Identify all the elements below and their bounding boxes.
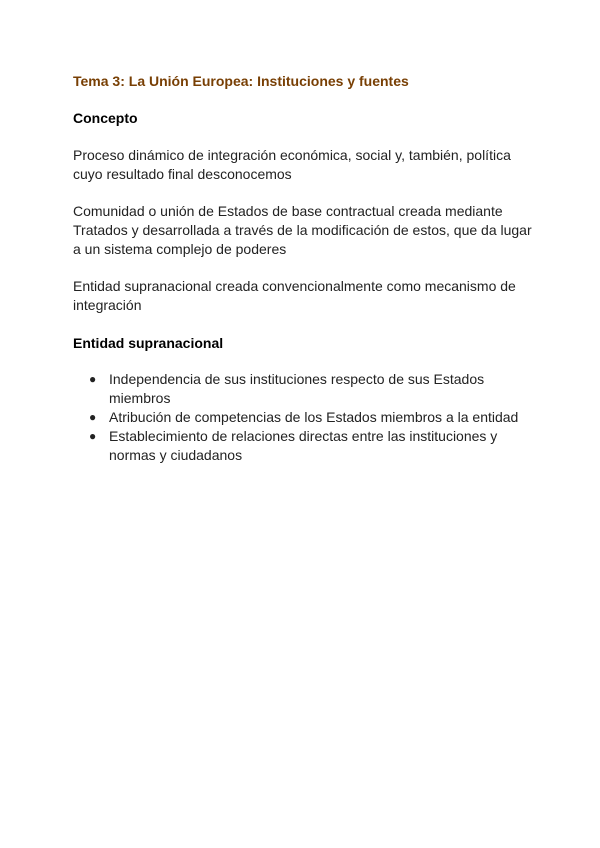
document-page — [73, 71, 533, 465]
document-title: Tema 3: La Unión Europea: Instituciones y fuentes — [73, 73, 409, 89]
concepto-paragraph-3: Entidad supranacional creada convencionalmente como mecanismo de integración — [73, 278, 516, 313]
list-item-text: Establecimiento de relaciones directas entre las instituciones y normas y ciudadanos — [109, 428, 498, 463]
entidad-supranacional-list — [73, 370, 533, 465]
bullet-icon: ● — [89, 372, 97, 386]
list-item — [73, 408, 533, 427]
bullet-icon: ● — [89, 429, 97, 443]
section-heading-concepto: Concepto — [73, 110, 138, 126]
concepto-paragraph-1: Proceso dinámico de integración económica, social y, también, política cuyo resultado final desconocemos — [73, 147, 511, 182]
bullet-icon: ● — [89, 410, 97, 424]
list-item — [73, 427, 533, 465]
list-item-text: Atribución de competencias de los Estados miembros a la entidad — [109, 409, 519, 425]
section-heading-entidad-supranacional: Entidad supranacional — [73, 335, 224, 351]
list-item-text: Independencia de sus instituciones respecto de sus Estados miembros — [109, 371, 485, 406]
concepto-paragraph-2: Comunidad o unión de Estados de base contractual creada mediante Tratados y desarrollada a través de la modificación de estos, que da lugar a un sistema complejo de poderes — [73, 203, 532, 257]
list-item — [73, 370, 533, 408]
